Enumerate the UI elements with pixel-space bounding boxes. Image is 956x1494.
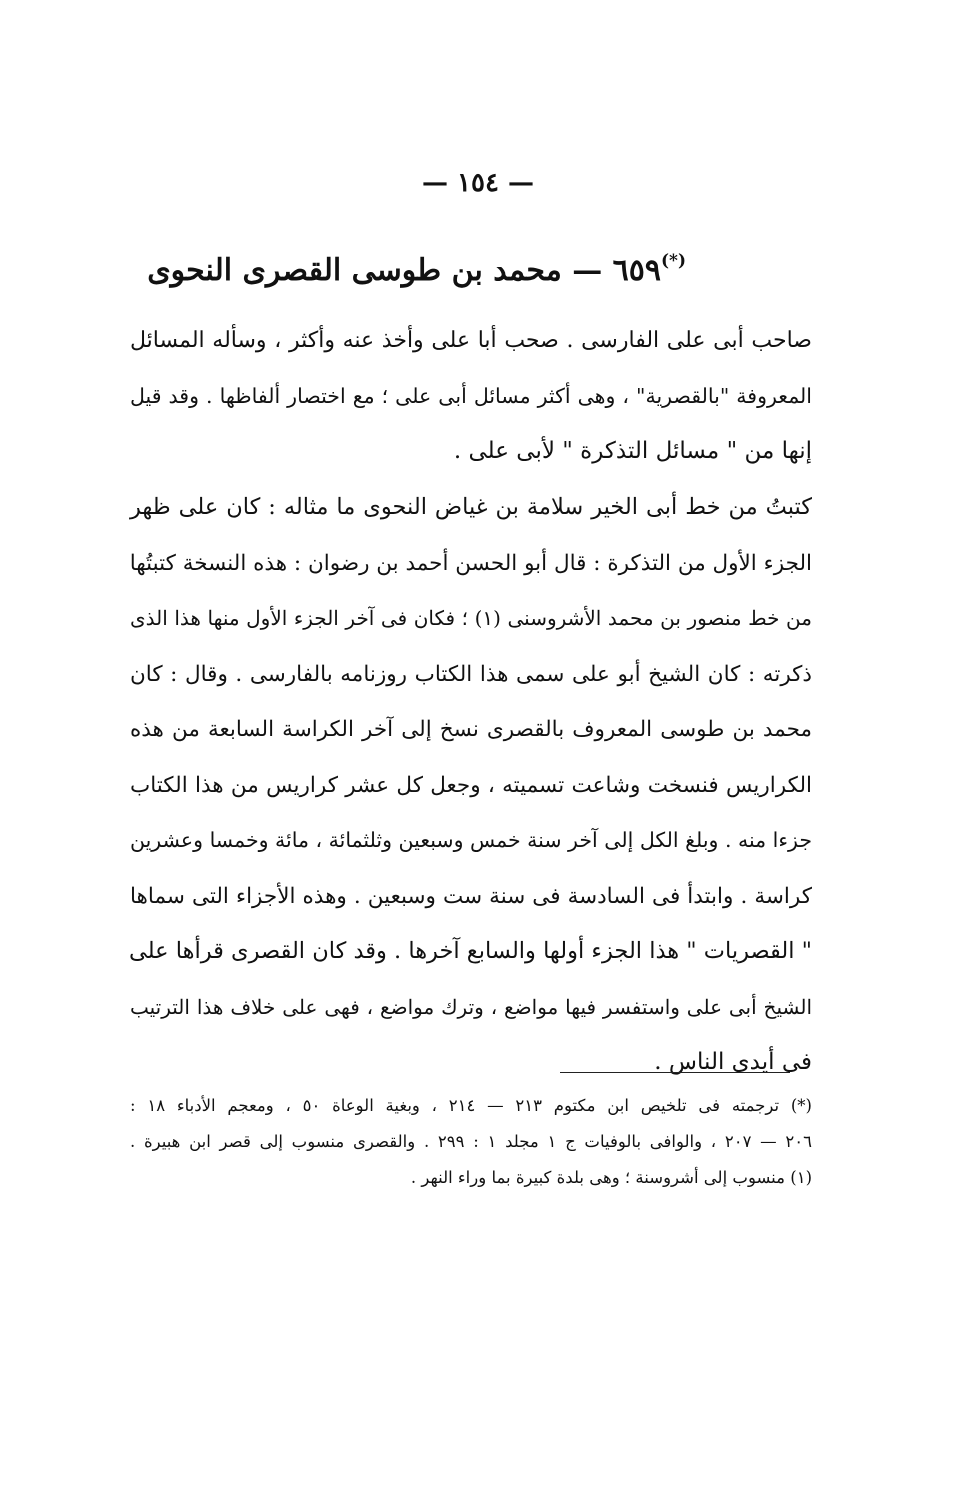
text-line: الجزء الأول من التذكرة : قال أبو الحسن أحمد بن رضوان : هذه النسخة كتبتُها (129, 550, 812, 576)
text-line: " القصريات " هذا الجزء أولها والسابع آخرها . وقد كان القصرى قرأها على (128, 938, 812, 964)
footnote-line: ٢٠٦ — ٢٠٧ ، والوافى بالوفيات ج ١ مجلد ١ : ٢٩٩ . والقصرى منسوب إلى قصر ابن هبيرة . (130, 1132, 812, 1151)
text-line: الشيخ أبى على واستفسر فيها مواضع ، وترك مواضع ، فهى على خلاف هذا الترتيب (130, 994, 812, 1019)
footnote-line: (*) ترجمته فى تلخيص ابن مكتوم ٢١٣ — ٢١٤ ، وبغية الوعاة ٥٠ ، ومعجم الأدباء ١٨ : (130, 1096, 812, 1115)
text-line: كراسة . وابتدأ فى السادسة فى سنة ست وسبعين . وهذه الأجزاء التى سماها (130, 883, 812, 909)
text-line: فى أيدى الناس . (654, 1049, 812, 1075)
text-line: محمد بن طوسى المعروف بالقصرى نسخ إلى آخر الكراسة السابعة من هذه (130, 717, 812, 742)
text-line: صاحب أبى على الفارسى . صحب أبا على وأخذ عنه وأكثر ، وسأله المسائل (130, 328, 812, 353)
heading-footnote-marker: (*) (661, 251, 686, 271)
text-line: الكراريس فنسخت وشاعت تسميته ، وجعل كل عشر كراريس من هذا الكتاب (130, 772, 812, 798)
paragraph-2 (130, 480, 812, 1091)
paragraph-1 (130, 313, 812, 480)
text-line: كتبتُ من خط أبى الخير سلامة بن غياض النحوى ما مثاله : كان على ظهر (130, 494, 812, 520)
footnotes (130, 1088, 812, 1196)
text-line: ذكرته : كان الشيخ أبو على سمى هذا الكتاب روزنامه بالفارسى . وقال : كان (130, 661, 812, 687)
footnote-line: (١) منسوب إلى أشروسنة ؛ وهى بلدة كبيرة بما وراء النهر . (410, 1168, 812, 1187)
text-line: من خط منصور بن محمد الأشروسنى (١) ؛ فكان فى آخر الجزء الأول منها هذا الذى (130, 606, 812, 630)
entry-heading (130, 236, 686, 296)
entry-title: ٦٥٩ — محمد بن طوسى القصرى النحوى (147, 253, 662, 288)
footnote-divider (560, 1072, 790, 1073)
text-line: إنها من " مسائل التذكرة " لأبى على . (453, 438, 812, 464)
page-number: — ١٥٤ — (421, 168, 535, 198)
text-line: المعروفة "بالقصرية" ، وهى أكثر مسائل أبى على ؛ مع اختصار ألفاظها . وقد قيل (130, 383, 812, 408)
text-line: جزءا منه . وبلغ الكل إلى آخر سنة خمس وسبعين وثلثمائة ، مائة وخمسا وعشرين (130, 828, 812, 852)
